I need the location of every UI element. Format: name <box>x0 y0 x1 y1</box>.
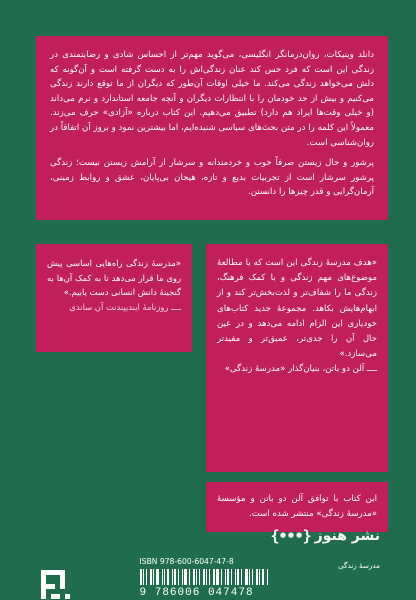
isbn-number: ISBN 978-600-6047-47-8 <box>139 557 234 566</box>
description-box <box>36 36 388 220</box>
barcode-block <box>140 557 269 599</box>
description-paragraph: دانلد وینیکات، روان‌درمانگر انگلیسی، می‌گوید مهم‌تر از احساس شادی و رضایتمندی در زندگی این است که فرد حس کند عنان زندگی‌اش را به دست گرفته است و آن‌گونه که دلش می‌خواهد زندگی می‌کند. ما خیلی اوقات آن‌طور که دیگران از ما توقع دارند زندگی می‌کنیم و بیش از حد خودمان را با انتظارات دیگران و آنچه جامعه استاندارد و نرم می‌داند (و خیلی وقت‌ها ایراد هم دارد) تطبیق می‌دهیم. این کتاب درباره «آزادی» حرف می‌زند. معمولاً این کلمه را در متن بحث‌های سیاسی شنیده‌ایم، اما بیشترین نمود و بروز آن اتفاقاً در روان‌شناسی است. <box>50 50 374 148</box>
quote-source: ــــ روزنامهٔ ایندیپندنت آن ساندی <box>69 301 181 312</box>
quote-text: «هدف مدرسهٔ زندگی این است که با مطالعهٔ موضوع‌های مهم زندگی و با کمک فرهنگ، زندگی ما را شفاف‌تر و لذت‌بخش‌تر کند و از ابهام‌هایش بکاهد. مجموعهٔ جدید کتاب‌های خودیاری این الزام ادامه می‌دهد و در عین حال آن را جدی‌تر، عمیق‌تر و مفیدتر می‌سازد.» <box>217 258 377 360</box>
quote-text: «مدرسهٔ زندگی راه‌هایی اساسی پیش روی ما قرار می‌دهد تا به کمک آن‌ها به گنجینهٔ دانش انسانی دست یابیم.» <box>47 258 181 298</box>
back-cover-footer <box>36 557 386 599</box>
publisher-logo-icon: {•••} <box>270 527 311 545</box>
series-label: مدرسهٔ زندگی <box>338 561 380 570</box>
qr-code-icon <box>36 565 70 599</box>
publisher-name: نشر هنوز <box>314 528 380 544</box>
license-note: این کتاب با توافق آلن دو باتن و مؤسسهٔ «مدرسهٔ زندگی» منتشر شده است. <box>217 494 377 519</box>
ean-number: 9 786006 047478 <box>139 587 254 599</box>
description-paragraph: پرشور و حال زیستن صرفاً خوب و خردمندانه و سرشار از آرامش زیستن نیست؛ زندگی پرشور سرشار است از تجربیات بدیع و تازه، هیجان بی‌پایان، عشق و روابط زمینی، آرمان‌گرایی و قدر چیزها را دانستن. <box>50 158 374 198</box>
publisher-logo <box>250 524 380 548</box>
barcode-icon <box>140 569 269 585</box>
founder-quote-box <box>206 244 388 472</box>
quote-source: ــــ آلن دو باتن، بنیان‌گذار «مدرسهٔ زندگی» <box>224 364 377 375</box>
independent-quote-box <box>36 244 192 352</box>
